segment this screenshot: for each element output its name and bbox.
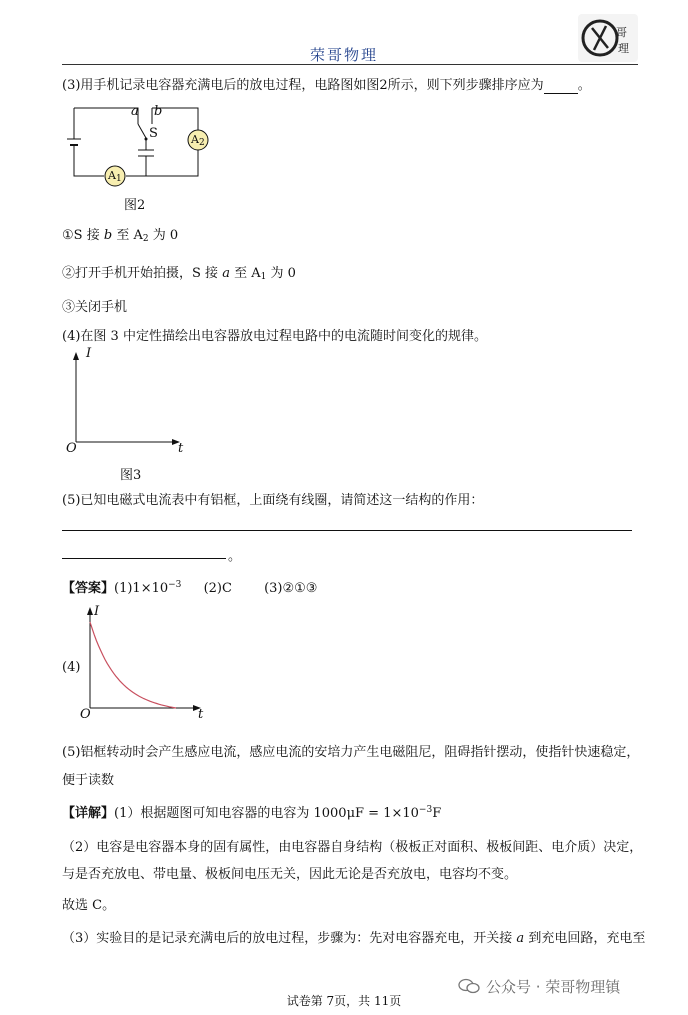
figure-3-axes xyxy=(62,348,192,458)
answer-1: (1)1×10 xyxy=(114,581,169,596)
detail-2-line-3: 故选 C。 xyxy=(62,898,116,913)
answer-3: (3)②①③ xyxy=(264,581,318,596)
answer-5-line-1: (5)铝框转动时会产生感应电流，感应电流的安培力产生电磁阻尼，阻碍指针摆动，使指针快速稳定， xyxy=(62,745,640,760)
answer-graph-y-label: I xyxy=(94,604,100,619)
detail-tag: 【详解】 xyxy=(62,806,115,821)
answer-4-label: (4) xyxy=(62,660,81,675)
detail-3-text2: 到充电回路，充电至 xyxy=(528,931,646,946)
q5-prompt: (5)已知电磁式电流表中有铝框，上面绕有线圈，请简述这一结构的作用： xyxy=(62,493,484,508)
step-2-text2: 至 A xyxy=(234,266,261,281)
detail-1-exp: −3 xyxy=(418,805,433,815)
step-2 xyxy=(62,262,296,282)
detail-2-line-1: （2）电容是电容器本身的固有属性，由电容器自身结构（极板正对面积、极板间距、电介质）决定， xyxy=(62,840,643,855)
label-b: b xyxy=(154,104,163,119)
ammeter-a1-sub: 1 xyxy=(115,174,122,184)
detail-2-line-2: 与是否充放电、带电量、极板间电压无关，因此无论是否充放电，电容均不变。 xyxy=(62,867,518,882)
answer-tag: 【答案】 xyxy=(62,581,115,596)
step-1 xyxy=(62,224,178,244)
q5-answer-line-1 xyxy=(62,530,632,531)
step-2-var: a xyxy=(222,266,230,281)
figure-3-x-label: t xyxy=(178,441,184,456)
step-2-text: ②打开手机开始拍摄，S 接 xyxy=(62,266,219,281)
answer-5-line-2: 便于读数 xyxy=(62,773,115,788)
step-1-sub: 2 xyxy=(142,234,149,244)
step-3: ③关闭手机 xyxy=(62,300,128,315)
q3-prompt-end: 。 xyxy=(577,78,591,93)
logo xyxy=(578,14,638,62)
step-1-text: ①S 接 xyxy=(62,228,100,243)
q3-prompt-text: (3)用手机记录电容器充满电后的放电过程，电路图如图2所示，则下列步骤排序应为 xyxy=(62,78,544,93)
discharge-curve xyxy=(90,622,176,708)
label-s: S xyxy=(149,126,158,141)
detail-1-text: (1）根据题图可知电容器的电容为 1000μF = 1×10 xyxy=(114,806,419,821)
step-1-var: b xyxy=(103,228,113,243)
answer-1-exp: −3 xyxy=(168,580,182,590)
answer-row xyxy=(62,577,317,596)
answer-2: (2)C xyxy=(203,581,232,596)
header-title: 荣哥物理 xyxy=(309,46,378,64)
detail-1-unit: F xyxy=(432,806,442,821)
detail-3 xyxy=(62,927,645,946)
detail-3-var: a xyxy=(516,931,525,946)
answer-4-graph xyxy=(78,604,208,720)
watermark: 公众号 · 荣哥物理镇 xyxy=(486,978,621,996)
figure-3-caption: 图3 xyxy=(120,468,142,483)
detail-1 xyxy=(62,802,441,821)
answer-graph-origin: O xyxy=(80,707,91,722)
step-2-text3: 为 0 xyxy=(270,266,296,281)
detail-3-text: （3）实验目的是记录充满电后的放电过程，步骤为：先对电容器充电，开关接 xyxy=(62,931,513,946)
q4-prompt: (4)在图 3 中定性描绘出电容器放电过程电路中的电流随时间变化的规律。 xyxy=(62,329,487,344)
q3-prompt xyxy=(62,74,591,94)
q3-answer-blank xyxy=(544,78,578,94)
step-2-sub: 1 xyxy=(260,272,267,282)
svg-text:理: 理 xyxy=(618,42,629,55)
step-1-text3: 为 0 xyxy=(152,228,179,243)
ammeter-a1-label xyxy=(108,169,122,184)
ammeter-a2-letter: A xyxy=(191,133,199,146)
answer-graph-x-label: t xyxy=(198,707,204,722)
label-a: a xyxy=(131,104,139,119)
figure-2-caption: 图2 xyxy=(124,198,146,213)
figure-3-origin: O xyxy=(66,441,77,456)
page-footer: 试卷第 7页，共 11页 xyxy=(286,994,402,1008)
figure-3-y-label: I xyxy=(86,346,92,361)
ammeter-a2-sub: 2 xyxy=(198,138,205,148)
q5-end: 。 xyxy=(228,549,242,564)
ammeter-a2-label xyxy=(191,133,205,148)
q5-answer-line-2 xyxy=(62,558,226,559)
header-rule xyxy=(62,64,638,65)
step-1-text2: 至 A xyxy=(116,228,143,243)
svg-text:哥: 哥 xyxy=(616,26,627,39)
ammeter-a1-letter: A xyxy=(108,169,116,182)
